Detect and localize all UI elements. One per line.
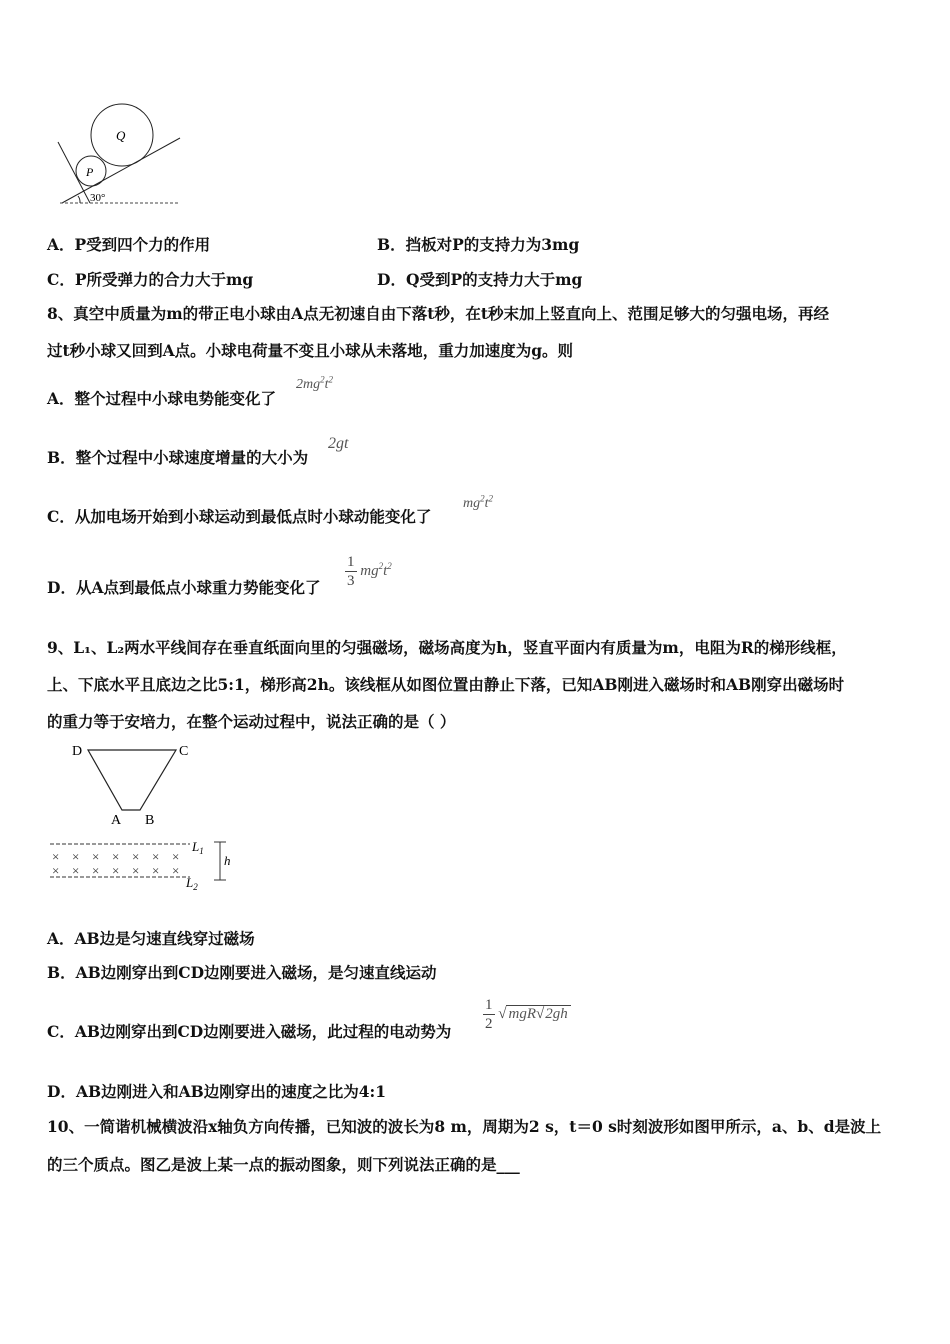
q8-option-b: B．整个过程中小球速度增量的大小为 xyxy=(47,448,309,467)
label-c: C xyxy=(179,744,189,759)
svg-text:×: × xyxy=(152,863,160,878)
label-d: D xyxy=(72,744,83,759)
label-l1: $L_1$ xyxy=(192,839,204,856)
q7-option-b: B．挡板对P的支持力为3mg xyxy=(377,235,580,254)
svg-text:×: × xyxy=(52,863,60,878)
q8-formula-d: $\frac{1}{3}$ $mg^2t^2$ xyxy=(347,554,392,589)
q9-option-c: C．AB边刚穿出到CD边刚要进入磁场，此过程的电动势为 xyxy=(47,1022,452,1041)
label-q: Q xyxy=(116,128,126,143)
angle-label: 30° xyxy=(90,192,106,204)
q9-formula-c: $\frac{1}{2}$ √ mgR√2gh xyxy=(483,996,571,1033)
q8-formula-c: $mg^2t^2$ xyxy=(463,493,494,511)
q9-stem-line2: 上、下底水平且底边之比5:1，梯形高2h。该线框从如图位置由静止下落，已知AB刚进入磁场时和AB刚穿出磁场时 xyxy=(47,675,845,694)
field-crosses xyxy=(52,849,179,878)
q9-stem-line1: 9、L₁、L₂两水平线间存在垂直纸面向里的匀强磁场，磁场高度为h，竖直平面内有质量为m，电阻为R的梯形线框， xyxy=(47,638,847,657)
q7-option-a: A．P受到四个力的作用 xyxy=(47,235,211,254)
label-b: B xyxy=(145,813,155,828)
svg-text:×: × xyxy=(152,849,160,864)
q9-fraction-c: $\frac{1}{2}$ xyxy=(485,997,493,1032)
q7-option-d: D．Q受到P的支持力大于mg xyxy=(377,270,583,289)
q9-option-d: D．AB边刚进入和AB边刚穿出的速度之比为4:1 xyxy=(47,1082,386,1101)
q9-option-b: B．AB边刚穿出到CD边刚要进入磁场，是匀速直线运动 xyxy=(47,963,437,982)
q8-stem-line2: 过t秒小球又回到A点。小球电荷量不变且小球从未落地，重力加速度为g。则 xyxy=(47,341,574,360)
svg-text:×: × xyxy=(172,849,180,864)
label-p: P xyxy=(86,165,94,179)
svg-text:×: × xyxy=(72,849,80,864)
q9-sqrt: √ xyxy=(498,1005,507,1022)
q8-option-a: A．整个过程中小球电势能变化了 xyxy=(47,389,277,408)
q9-stem-line3: 的重力等于安培力，在整个运动过程中，说法正确的是（ ） xyxy=(47,712,456,731)
q8-stem-line1: 8、真空中质量为m的带正电小球由A点无初速自由下落t秒，在t秒末加上竖直向上、范围足够大的匀强电场，再经 xyxy=(47,304,830,323)
incline-line xyxy=(62,138,180,203)
svg-text:×: × xyxy=(132,863,140,878)
q7-figure xyxy=(50,100,185,210)
q8-formula-b: 2gt xyxy=(328,435,349,452)
q8-option-d: D．从A点到最低点小球重力势能变化了 xyxy=(47,578,321,597)
angle-arc xyxy=(78,196,80,203)
svg-text:×: × xyxy=(92,849,100,864)
q7-option-c: C．P所受弹力的合力大于mg xyxy=(47,270,254,289)
q8-option-c: C．从加电场开始到小球运动到最低点时小球动能变化了 xyxy=(47,507,432,526)
svg-text:×: × xyxy=(172,863,180,878)
label-h: h xyxy=(224,853,231,868)
q9-figure xyxy=(48,738,248,898)
q8-fraction-d: $\frac{1}{3}$ xyxy=(347,554,355,589)
svg-text:×: × xyxy=(132,849,140,864)
q8-formula-a: $2mg^2t^2$ xyxy=(296,374,334,392)
svg-text:×: × xyxy=(52,849,60,864)
q10-stem-line2: 的三个质点。图乙是波上某一点的振动图象，则下列说法正确的是___ xyxy=(47,1155,520,1174)
q9-option-a: A．AB边是匀速直线穿过磁场 xyxy=(47,929,255,948)
label-a: A xyxy=(111,813,122,828)
svg-text:×: × xyxy=(72,863,80,878)
svg-text:×: × xyxy=(112,863,120,878)
svg-text:×: × xyxy=(112,849,120,864)
trapezoid-frame xyxy=(88,750,176,810)
svg-text:×: × xyxy=(92,863,100,878)
label-l2: $L_2$ xyxy=(186,875,198,892)
q10-stem-line1: 10、一简谐机械横波沿x轴负方向传播，已知波的波长为8 m，周期为2 s，t＝0 s时刻波形如图甲所示，a、b、d是波上 xyxy=(47,1117,882,1136)
